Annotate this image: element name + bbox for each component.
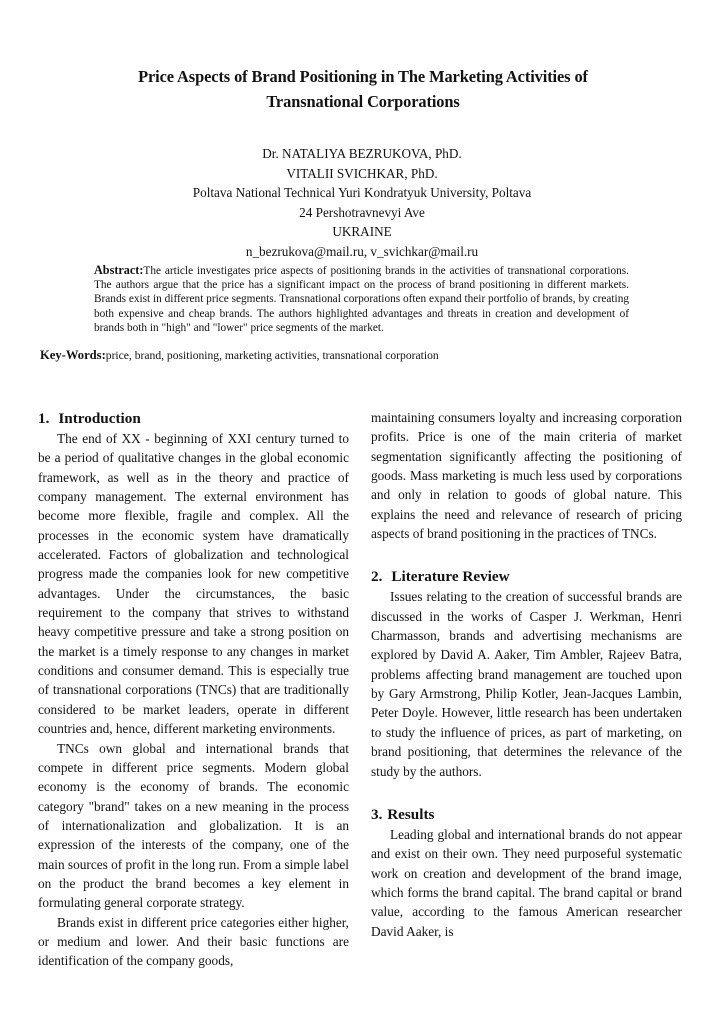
affiliation-address: 24 Pershotravnevyi Ave <box>299 204 425 220</box>
page-title-line-1: Price Aspects of Brand Positioning in The Marketing Activities of <box>138 67 588 86</box>
abstract-text: The article investigates price aspects of positioning brands in the activities of transnational corporations. The authors argue that the price has a significant impact on the process of brand positioning in different markets. Brands exist in different price segments. Transnational corporations often expand their portfolio of brands, by creating both expensive and cheap brands. The authors highlighted advantages and threats in creation and development of brands both in "high" and "lower" price segments of the market. <box>94 265 629 334</box>
abstract-block <box>94 263 629 335</box>
body-column-left <box>38 408 349 971</box>
spacer-before-literature-review <box>371 543 682 566</box>
section-number-results: 3. <box>371 805 383 823</box>
paragraph-introduction-2: TNCs own global and international brands that compete in different price segments. Modern global economy is the economy of brands. The economic category "brand" takes on a new meaning in the process of internationalization and globalization. It is an expression of the interests of the company, one of the main sources of profit in the long run. From a simple label on the product the brand becomes a key element in formulating general corporate strategy. <box>38 740 349 911</box>
section-number-literature-review: 2. <box>371 568 383 586</box>
author-emails: n_bezrukova@mail.ru, v_svichkar@mail.ru <box>245 243 479 259</box>
paragraph-results-1: Leading global and international brands do not appear and exist on their own. They need purposeful systematic work on creation and development of the brand image, which forms the brand capital. The brand capital or brand value, according to the famous American researcher David Aaker, is <box>371 826 682 939</box>
keywords-label: Key-Words: <box>40 348 106 362</box>
author-name-2: VITALII SVICHKAR, PhD. <box>286 165 438 181</box>
section-number-introduction: 1. <box>38 410 50 427</box>
section-title-results: Results <box>387 805 435 823</box>
section-heading-literature-review <box>371 566 682 587</box>
page-title-line-2: Transnational Corporations <box>266 92 460 111</box>
body-column-right <box>371 408 682 941</box>
section-title-literature-review: Literature Review <box>391 568 510 586</box>
affiliation-university: Poltava National Technical Yuri Kondratyuk University, Poltava <box>192 185 532 201</box>
abstract-label: Abstract: <box>94 263 144 277</box>
paragraph-introduction-3: Brands exist in different price categories either higher, or medium and lower. And their basic functions are identification of the company goods, <box>38 914 349 969</box>
section-title-introduction: Introduction <box>58 410 141 427</box>
paragraph-literature-review-1: Issues relating to the creation of successful brands are discussed in the works of Casper J. Werkman, Henri Charmasson, brands and advertising mechanisms are explored by David A. Aaker, Tim Ambler, Rajeev Batra, problems affecting brand management are touched upon by Gary Armstrong, Philip Kotler, Jean-Jacques Lambin, Peter Doyle. However, little research has been undertaken to study the influence of prices, as part of marketing, on brand positioning, that determines the relevance of the study by the authors. <box>371 589 682 779</box>
affiliation-country: UKRAINE <box>332 224 392 240</box>
section-heading-introduction <box>38 408 349 429</box>
keywords-block <box>40 348 640 364</box>
paper-title-block <box>78 64 648 114</box>
section-heading-results <box>371 804 682 825</box>
author-name-1: Dr. NATALIYA BEZRUKOVA, PhD. <box>262 146 462 161</box>
paragraph-introduction-3-continued: maintaining consumers loyalty and increasing corporation profits. Price is one of the main criteria of market segmentation significantly affecting the positioning of goods. Mass marketing is much less used by corporations and only in relation to goods of global nature. This explains the need and relevance of research of pricing aspects of brand positioning in the practices of TNCs. <box>371 410 682 542</box>
author-affiliation-block <box>62 144 662 262</box>
keywords-text: price, brand, positioning, marketing activities, transnational corporation <box>105 349 439 362</box>
spacer-before-results <box>371 781 682 804</box>
paragraph-introduction-1: The end of XX - beginning of XXI century turned to be a period of qualitative changes in the global economic framework, as well as in the theory and practice of company management. The external environment has become more flexible, fragile and complex. All the processes in the economic system have dramatically accelerated. Factors of globalization and technological progress made the companies look for new competitive advantages. Under the circumstances, the basic requirement to the company that strives to withstand heavy competitive pressure and take a strong position on the market is a timely response to any changes in market conditions and consumer demand. This is especially true of transnational corporations (TNCs) that are traditionally considered to be market leaders, operate in different countries and, hence, different marketing environments. <box>38 431 349 737</box>
